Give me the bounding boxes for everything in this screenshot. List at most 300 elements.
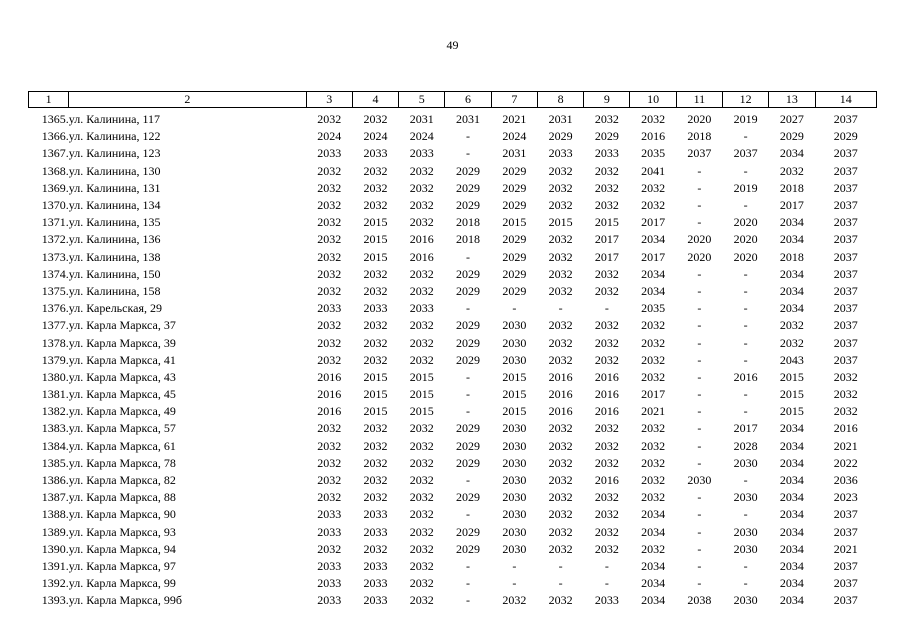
- year-cell-col-11: -: [697, 266, 702, 281]
- row-number: 1377.: [41, 318, 69, 333]
- year-cell-col-12: -: [743, 198, 748, 213]
- table-row: [29, 438, 877, 455]
- address-cell: ул. Калинина, 158: [68, 283, 161, 298]
- year-cell-col-11: -: [697, 541, 702, 556]
- year-cell-col-10: 2032: [641, 352, 666, 367]
- year-cell-col-10: 2034: [641, 266, 666, 281]
- column-header-2: 2: [69, 92, 306, 108]
- address-cell: ул. Калинина, 138: [68, 249, 161, 264]
- year-cell-col-4: 2033: [363, 507, 388, 522]
- year-cell-col-14: 2037: [833, 558, 858, 573]
- year-cell-col-7: 2024: [502, 129, 527, 144]
- year-cell-col-4: 2032: [363, 473, 388, 488]
- year-cell-col-7: 2029: [502, 232, 527, 247]
- year-cell-col-7: 2030: [502, 524, 527, 539]
- year-cell-col-3: 2032: [317, 473, 342, 488]
- year-cell-col-7: 2015: [502, 387, 527, 402]
- year-cell-col-12: -: [743, 576, 748, 591]
- year-cell-col-12: -: [743, 318, 748, 333]
- year-cell-col-5: 2032: [409, 507, 434, 522]
- year-cell-col-9: 2016: [594, 387, 619, 402]
- table-row: [29, 145, 877, 162]
- row-number: 1382.: [41, 404, 69, 419]
- year-cell-col-8: 2032: [548, 490, 573, 505]
- year-cell-col-11: 2020: [687, 249, 712, 264]
- row-number: 1369.: [41, 180, 69, 195]
- table-row: [29, 283, 877, 300]
- year-cell-col-13: 2034: [779, 283, 804, 298]
- year-cell-col-12: 2020: [733, 215, 758, 230]
- year-cell-col-13: 2034: [779, 215, 804, 230]
- table-row: [29, 334, 877, 351]
- year-cell-col-10: 2034: [641, 593, 666, 608]
- row-number: 1376.: [41, 301, 69, 316]
- table-row: [29, 472, 877, 489]
- year-cell-col-9: 2032: [594, 421, 619, 436]
- year-cell-col-4: 2032: [363, 112, 388, 127]
- year-cell-col-7: 2031: [502, 146, 527, 161]
- year-cell-col-6: -: [466, 576, 471, 591]
- year-cell-col-4: 2015: [363, 215, 388, 230]
- year-cell-col-14: 2037: [833, 507, 858, 522]
- row-number: 1381.: [41, 387, 69, 402]
- table-row: [29, 231, 877, 248]
- column-header-14: 14: [815, 92, 876, 108]
- header-row: [29, 92, 877, 108]
- table-row: [29, 266, 877, 283]
- year-cell-col-11: 2020: [687, 232, 712, 247]
- table-row: [29, 108, 877, 129]
- year-cell-col-6: 2018: [456, 232, 481, 247]
- year-cell-col-10: 2032: [641, 335, 666, 350]
- table-row: [29, 180, 877, 197]
- year-cell-col-13: 2034: [779, 541, 804, 556]
- row-number: 1391.: [41, 558, 69, 573]
- year-cell-col-10: 2032: [641, 455, 666, 470]
- year-cell-col-6: -: [466, 301, 471, 316]
- year-cell-col-8: -: [558, 576, 563, 591]
- year-cell-col-9: 2032: [594, 112, 619, 127]
- row-number: 1393.: [41, 593, 69, 608]
- row-number: 1383.: [41, 421, 69, 436]
- year-cell-col-3: 2016: [317, 404, 342, 419]
- year-cell-col-14: 2037: [833, 180, 858, 195]
- year-cell-col-8: 2016: [548, 369, 573, 384]
- table-row: [29, 352, 877, 369]
- address-cell: ул. Карла Маркса, 57: [68, 421, 176, 436]
- year-cell-col-12: -: [743, 473, 748, 488]
- year-cell-col-11: -: [697, 507, 702, 522]
- year-cell-col-12: 2030: [733, 593, 758, 608]
- year-cell-col-13: 2027: [779, 112, 804, 127]
- year-cell-col-8: 2015: [548, 215, 573, 230]
- year-cell-col-14: 2037: [833, 283, 858, 298]
- year-cell-col-11: -: [697, 438, 702, 453]
- year-cell-col-12: 2020: [733, 232, 758, 247]
- address-cell: ул. Калинина, 135: [68, 215, 161, 230]
- year-cell-col-6: 2029: [456, 198, 481, 213]
- table-row: [29, 506, 877, 523]
- year-cell-col-9: -: [604, 558, 609, 573]
- year-cell-col-9: 2033: [594, 593, 619, 608]
- year-cell-col-4: 2032: [363, 198, 388, 213]
- year-cell-col-4: 2033: [363, 593, 388, 608]
- table-row: [29, 489, 877, 506]
- year-cell-col-11: -: [697, 524, 702, 539]
- year-cell-col-4: 2033: [363, 301, 388, 316]
- year-cell-col-5: 2032: [409, 421, 434, 436]
- year-cell-col-12: -: [743, 507, 748, 522]
- year-cell-col-13: 2034: [779, 473, 804, 488]
- year-cell-col-4: 2032: [363, 180, 388, 195]
- year-cell-col-9: 2032: [594, 455, 619, 470]
- year-cell-col-5: 2032: [409, 558, 434, 573]
- year-cell-col-3: 2032: [317, 283, 342, 298]
- year-cell-col-9: 2016: [594, 404, 619, 419]
- row-number: 1379.: [41, 352, 69, 367]
- year-cell-col-11: -: [697, 387, 702, 402]
- address-cell: ул. Калинина, 122: [68, 129, 161, 144]
- year-cell-col-4: 2032: [363, 266, 388, 281]
- column-header-10: 10: [630, 92, 676, 108]
- year-cell-col-8: 2032: [548, 438, 573, 453]
- address-cell: ул. Карла Маркса, 43: [68, 369, 176, 384]
- year-cell-col-3: 2016: [317, 369, 342, 384]
- year-cell-col-7: 2030: [502, 541, 527, 556]
- year-cell-col-4: 2024: [363, 129, 388, 144]
- year-cell-col-6: 2029: [456, 541, 481, 556]
- table-row: [29, 369, 877, 386]
- year-cell-col-13: 2034: [779, 266, 804, 281]
- year-cell-col-14: 2023: [833, 490, 858, 505]
- year-cell-col-11: -: [697, 301, 702, 316]
- year-cell-col-12: -: [743, 163, 748, 178]
- year-cell-col-9: 2032: [594, 283, 619, 298]
- year-cell-col-11: -: [697, 558, 702, 573]
- year-cell-col-5: 2032: [409, 163, 434, 178]
- year-cell-col-9: 2032: [594, 198, 619, 213]
- year-cell-col-10: 2032: [641, 421, 666, 436]
- year-cell-col-6: 2029: [456, 318, 481, 333]
- year-cell-col-13: 2034: [779, 455, 804, 470]
- table-row: [29, 197, 877, 214]
- row-number: 1371.: [41, 215, 69, 230]
- year-cell-col-7: 2021: [502, 112, 527, 127]
- year-cell-col-4: 2033: [363, 558, 388, 573]
- row-number: 1388.: [41, 507, 69, 522]
- year-cell-col-7: -: [512, 558, 517, 573]
- table-row: [29, 214, 877, 231]
- table-row: [29, 386, 877, 403]
- year-cell-col-14: 2037: [833, 163, 858, 178]
- address-cell: ул. Калинина, 130: [68, 163, 161, 178]
- column-header-6: 6: [445, 92, 491, 108]
- address-cell: ул. Карла Маркса, 97: [68, 558, 176, 573]
- address-cell: ул. Карла Маркса, 82: [68, 473, 176, 488]
- year-cell-col-3: 2032: [317, 112, 342, 127]
- year-cell-col-5: 2032: [409, 576, 434, 591]
- column-header-1: 1: [29, 92, 69, 108]
- year-cell-col-9: 2032: [594, 180, 619, 195]
- year-cell-col-11: 2030: [687, 473, 712, 488]
- year-cell-col-7: 2029: [502, 198, 527, 213]
- address-cell: ул. Карла Маркса, 37: [68, 318, 176, 333]
- year-cell-col-9: 2032: [594, 335, 619, 350]
- year-cell-col-4: 2015: [363, 369, 388, 384]
- year-cell-col-11: -: [697, 455, 702, 470]
- year-cell-col-8: -: [558, 301, 563, 316]
- row-number: 1366.: [41, 129, 69, 144]
- year-cell-col-11: 2038: [687, 593, 712, 608]
- year-cell-col-6: -: [466, 558, 471, 573]
- column-header-4: 4: [352, 92, 398, 108]
- row-number: 1392.: [41, 576, 69, 591]
- year-cell-col-7: 2015: [502, 215, 527, 230]
- address-cell: ул. Карла Маркса, 39: [68, 335, 176, 350]
- year-cell-col-3: 2032: [317, 335, 342, 350]
- year-cell-col-10: 2032: [641, 490, 666, 505]
- address-cell: ул. Карельская, 29: [68, 301, 162, 316]
- year-cell-col-7: 2029: [502, 163, 527, 178]
- row-number: 1378.: [41, 335, 69, 350]
- year-cell-col-7: 2030: [502, 421, 527, 436]
- year-cell-col-13: 2032: [779, 318, 804, 333]
- year-cell-col-7: 2029: [502, 266, 527, 281]
- year-cell-col-4: 2015: [363, 404, 388, 419]
- table-row: [29, 524, 877, 541]
- row-number: 1368.: [41, 163, 69, 178]
- year-cell-col-12: -: [743, 266, 748, 281]
- address-cell: ул. Карла Маркса, 45: [68, 387, 176, 402]
- year-cell-col-14: 2016: [833, 421, 858, 436]
- row-number: 1385.: [41, 455, 69, 470]
- year-cell-col-11: -: [697, 198, 702, 213]
- year-cell-col-3: 2032: [317, 421, 342, 436]
- year-cell-col-12: -: [743, 558, 748, 573]
- year-cell-col-8: 2032: [548, 249, 573, 264]
- year-cell-col-8: 2032: [548, 283, 573, 298]
- year-cell-col-3: 2033: [317, 524, 342, 539]
- year-cell-col-3: 2032: [317, 215, 342, 230]
- year-cell-col-6: 2018: [456, 215, 481, 230]
- year-cell-col-3: 2033: [317, 507, 342, 522]
- address-cell: ул. Карла Маркса, 88: [68, 490, 176, 505]
- year-cell-col-10: 2017: [641, 387, 666, 402]
- address-cell: ул. Калинина, 134: [68, 198, 161, 213]
- year-cell-col-9: -: [604, 576, 609, 591]
- year-cell-col-10: 2016: [641, 129, 666, 144]
- table-row: [29, 163, 877, 180]
- table-body: [29, 108, 877, 610]
- year-cell-col-5: 2032: [409, 438, 434, 453]
- year-cell-col-13: 2018: [779, 180, 804, 195]
- table-row: [29, 575, 877, 592]
- year-cell-col-4: 2015: [363, 387, 388, 402]
- year-cell-col-11: -: [697, 215, 702, 230]
- year-cell-col-14: 2037: [833, 301, 858, 316]
- row-number: 1390.: [41, 541, 69, 556]
- year-cell-col-4: 2032: [363, 438, 388, 453]
- year-cell-col-13: 2034: [779, 558, 804, 573]
- year-cell-col-4: 2032: [363, 335, 388, 350]
- year-cell-col-5: 2032: [409, 490, 434, 505]
- year-cell-col-8: 2032: [548, 455, 573, 470]
- year-cell-col-14: 2032: [833, 404, 858, 419]
- year-cell-col-9: 2032: [594, 541, 619, 556]
- year-cell-col-7: 2030: [502, 490, 527, 505]
- year-cell-col-13: 2015: [779, 404, 804, 419]
- year-cell-col-11: -: [697, 283, 702, 298]
- column-header-13: 13: [769, 92, 815, 108]
- address-cell: ул. Карла Маркса, 99: [68, 576, 176, 591]
- table-row: [29, 317, 877, 334]
- row-number: 1389.: [41, 524, 69, 539]
- year-cell-col-11: -: [697, 421, 702, 436]
- year-cell-col-8: 2032: [548, 232, 573, 247]
- year-cell-col-9: 2032: [594, 490, 619, 505]
- year-cell-col-9: 2032: [594, 266, 619, 281]
- year-cell-col-12: -: [743, 283, 748, 298]
- year-cell-col-13: 2034: [779, 438, 804, 453]
- year-cell-col-4: 2032: [363, 163, 388, 178]
- year-cell-col-10: 2035: [641, 301, 666, 316]
- year-cell-col-7: 2029: [502, 283, 527, 298]
- year-cell-col-8: 2032: [548, 524, 573, 539]
- year-cell-col-10: 2032: [641, 369, 666, 384]
- year-cell-col-6: -: [466, 129, 471, 144]
- year-cell-col-11: -: [697, 163, 702, 178]
- year-cell-col-4: 2032: [363, 283, 388, 298]
- year-cell-col-14: 2037: [833, 593, 858, 608]
- year-cell-col-10: 2034: [641, 558, 666, 573]
- year-cell-col-10: 2032: [641, 473, 666, 488]
- year-cell-col-6: 2029: [456, 335, 481, 350]
- year-cell-col-7: 2030: [502, 318, 527, 333]
- year-cell-col-14: 2037: [833, 576, 858, 591]
- year-cell-col-8: 2032: [548, 335, 573, 350]
- year-cell-col-6: 2029: [456, 524, 481, 539]
- year-cell-col-13: 2029: [779, 129, 804, 144]
- year-cell-col-5: 2032: [409, 215, 434, 230]
- year-cell-col-13: 2032: [779, 163, 804, 178]
- year-cell-col-9: 2017: [594, 249, 619, 264]
- year-cell-col-11: 2018: [687, 129, 712, 144]
- year-cell-col-11: -: [697, 576, 702, 591]
- year-cell-col-7: -: [512, 576, 517, 591]
- address-cell: ул. Калинина, 131: [68, 180, 161, 195]
- year-cell-col-5: 2032: [409, 266, 434, 281]
- address-cell: ул. Калинина, 136: [68, 232, 161, 247]
- address-cell: ул. Карла Маркса, 49: [68, 404, 176, 419]
- year-cell-col-3: 2032: [317, 232, 342, 247]
- year-cell-col-6: 2029: [456, 352, 481, 367]
- year-cell-col-4: 2032: [363, 541, 388, 556]
- year-cell-col-10: 2034: [641, 283, 666, 298]
- year-cell-col-9: 2016: [594, 369, 619, 384]
- table-row: [29, 420, 877, 437]
- year-cell-col-9: 2033: [594, 146, 619, 161]
- year-cell-col-9: 2032: [594, 524, 619, 539]
- year-cell-col-9: 2032: [594, 163, 619, 178]
- year-cell-col-12: 2030: [733, 541, 758, 556]
- year-cell-col-11: -: [697, 369, 702, 384]
- year-cell-col-10: 2032: [641, 198, 666, 213]
- year-cell-col-13: 2034: [779, 232, 804, 247]
- year-cell-col-5: 2032: [409, 541, 434, 556]
- year-cell-col-3: 2033: [317, 576, 342, 591]
- year-cell-col-13: 2017: [779, 198, 804, 213]
- table-row: [29, 300, 877, 317]
- year-cell-col-6: 2029: [456, 283, 481, 298]
- data-table: [28, 91, 877, 609]
- year-cell-col-8: 2029: [548, 129, 573, 144]
- year-cell-col-14: 2037: [833, 249, 858, 264]
- year-cell-col-13: 2032: [779, 335, 804, 350]
- year-cell-col-6: -: [466, 593, 471, 608]
- year-cell-col-6: -: [466, 404, 471, 419]
- year-cell-col-4: 2032: [363, 352, 388, 367]
- column-header-7: 7: [491, 92, 537, 108]
- year-cell-col-3: 2032: [317, 541, 342, 556]
- year-cell-col-7: 2030: [502, 438, 527, 453]
- row-number: 1365.: [41, 112, 69, 127]
- year-cell-col-10: 2032: [641, 438, 666, 453]
- year-cell-col-11: 2020: [687, 112, 712, 127]
- year-cell-col-8: 2032: [548, 198, 573, 213]
- year-cell-col-8: 2031: [548, 112, 573, 127]
- year-cell-col-5: 2033: [409, 146, 434, 161]
- year-cell-col-6: 2029: [456, 180, 481, 195]
- row-number: 1384.: [41, 438, 69, 453]
- year-cell-col-14: 2032: [833, 387, 858, 402]
- year-cell-col-9: 2016: [594, 473, 619, 488]
- year-cell-col-5: 2032: [409, 283, 434, 298]
- year-cell-col-12: 2016: [733, 369, 758, 384]
- year-cell-col-14: 2037: [833, 146, 858, 161]
- year-cell-col-13: 2015: [779, 387, 804, 402]
- year-cell-col-12: 2030: [733, 490, 758, 505]
- year-cell-col-14: 2037: [833, 112, 858, 127]
- year-cell-col-6: -: [466, 507, 471, 522]
- address-cell: ул. Карла Маркса, 93: [68, 524, 176, 539]
- year-cell-col-10: 2034: [641, 232, 666, 247]
- year-cell-col-4: 2032: [363, 421, 388, 436]
- year-cell-col-3: 2032: [317, 490, 342, 505]
- address-cell: ул. Карла Маркса, 78: [68, 455, 176, 470]
- year-cell-col-13: 2018: [779, 249, 804, 264]
- year-cell-col-14: 2037: [833, 232, 858, 247]
- year-cell-col-12: -: [743, 335, 748, 350]
- year-cell-col-3: 2033: [317, 593, 342, 608]
- year-cell-col-12: 2028: [733, 438, 758, 453]
- year-cell-col-13: 2034: [779, 507, 804, 522]
- year-cell-col-10: 2021: [641, 404, 666, 419]
- address-cell: ул. Калинина, 123: [68, 146, 161, 161]
- table-row: [29, 128, 877, 145]
- year-cell-col-5: 2032: [409, 593, 434, 608]
- year-cell-col-5: 2032: [409, 455, 434, 470]
- table-row: [29, 558, 877, 575]
- year-cell-col-14: 2037: [833, 198, 858, 213]
- year-cell-col-5: 2031: [409, 112, 434, 127]
- year-cell-col-3: 2033: [317, 146, 342, 161]
- year-cell-col-10: 2032: [641, 318, 666, 333]
- year-cell-col-3: 2033: [317, 301, 342, 316]
- table-row: [29, 249, 877, 266]
- year-cell-col-12: -: [743, 129, 748, 144]
- year-cell-col-5: 2032: [409, 335, 434, 350]
- year-cell-col-12: 2019: [733, 112, 758, 127]
